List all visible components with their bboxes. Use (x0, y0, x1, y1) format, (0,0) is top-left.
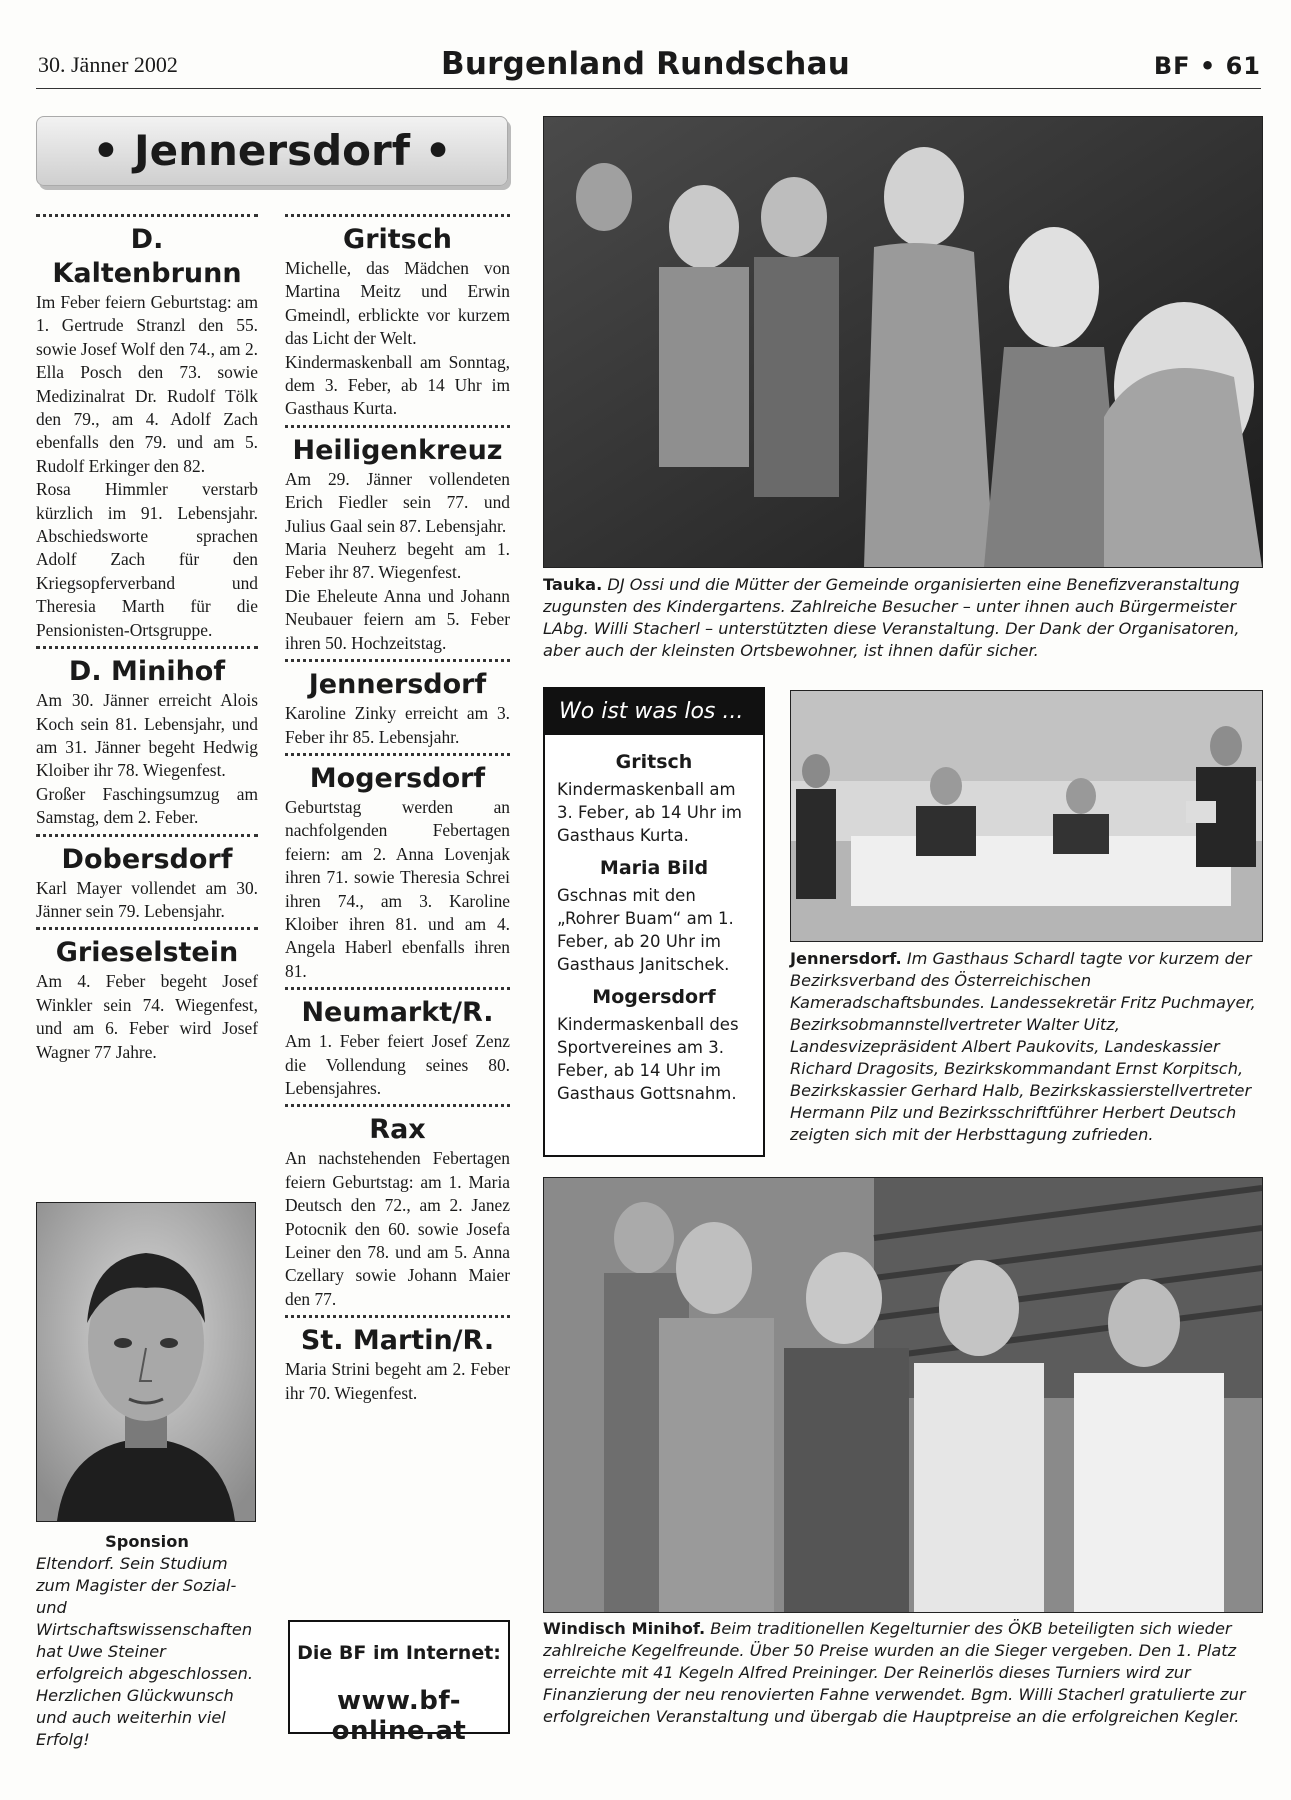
dotted-separator (36, 646, 258, 649)
section-text: Maria Strini begeht am 2. Feber ihr 70. Wiegenfest. (285, 1359, 510, 1403)
section-title: Heiligenkreuz (292, 434, 503, 466)
section-text: Im Feber feiern Geburtstag: am 1. Gertrude Stranzl den 55. sowie Josef Wolf den 74., am 2. Ella Posch den 73. sowie Medizinalrat Dr. Rudolf Tölk den 79., am 4. Adolf Zach ebenfalls den 79. und am 5. Rudolf Erkinger den 82. (36, 292, 258, 476)
internet-box (288, 1620, 510, 1746)
region-banner: • Jennersdorf • (36, 116, 508, 186)
section-title: Rax (369, 1114, 426, 1146)
caption-text: Beim traditionellen Kegelturnier des ÖKB beteiligten sich wieder zahlreiche Kegelfreunde. Über 50 Preise wurden an die Sieger vergeben. Den 1. Platz erreichte mit 41 Kegeln Alfred Preininger. Der Reinerlös dieses Turniers wird zur Finanzierung der neu renovierten Fahne verwendet. Bgm. Willi Stacherl gratulierte zur erfolgreichen Veranstaltung und übergab die Hauptpreise an die erfolgreichen Kegler. (543, 1619, 1246, 1726)
section-text: Maria Neuherz begeht am 1. Feber ihr 87. Wiegenfest. (285, 539, 510, 583)
tauka-photo (543, 116, 1263, 568)
portrait-illustration (37, 1203, 255, 1521)
section-text: Am 1. Feber feiert Josef Zenz die Vollendung seines 80. Lebensjahres. (285, 1031, 510, 1098)
newspaper-title: Burgenland Rundschau (441, 46, 850, 82)
event-place: Gritsch (615, 751, 693, 773)
section-title: Neumarkt/R. (301, 997, 494, 1029)
meeting-caption (790, 948, 1261, 1146)
page-number: BF • 61 (1153, 52, 1261, 80)
dotted-separator (36, 834, 258, 837)
section-text: Großer Faschingsumzug am Samstag, dem 2. Feber. (36, 783, 258, 828)
events-box (543, 687, 765, 1157)
dotted-separator (285, 425, 510, 428)
dotted-separator (36, 927, 258, 930)
event-place: Maria Bild (599, 857, 709, 879)
section-text: Rosa Himmler verstarb kürzlich im 91. Lebensjahr. Abschiedsworte sprachen Adolf Zach für den Kriegsopferverband und Theresia Marth für die Pensionisten-Ortsgruppe. (36, 479, 258, 640)
event-place: Mogersdorf (592, 986, 716, 1008)
dotted-separator (285, 753, 510, 756)
column-middle (285, 210, 510, 1405)
dotted-separator (285, 659, 510, 662)
dotted-separator (285, 214, 510, 217)
section-text: Michelle, das Mädchen von Martina Meitz und Erwin Gmeindl, erblickte vor kurzem das Licht der Welt. (285, 258, 510, 349)
event-text: Kindermaskenball am 3. Feber, ab 14 Uhr im Gasthaus Kurta. (557, 780, 742, 845)
sponsion-text: Eltendorf. Sein Studium zum Magister der Sozial- und Wirtschaftswissenschaften hat Uwe Steiner erfolgreich abgeschlossen. Herzlichen Glückwunsch und auch weiterhin viel Erfolg! (36, 1554, 254, 1749)
column-left (36, 210, 258, 1064)
section-text: Die Eheleute Anna und Johann Neubauer feiern am 5. Feber ihren 50. Hochzeitstag. (285, 585, 510, 653)
caption-lead: Jennersdorf. (790, 949, 902, 968)
section-text: Am 4. Feber begeht Josef Winkler sein 74. Wiegenfest, und am 6. Feber wird Josef Wagner 77 Jahre. (36, 971, 258, 1062)
caption-lead: Tauka. (543, 575, 603, 594)
section-text: Karoline Zinky erreicht am 3. Feber ihr 85. Lebensjahr. (285, 703, 510, 747)
sponsion-caption (36, 1531, 258, 1751)
dotted-separator (36, 214, 258, 217)
group-photo (543, 1177, 1263, 1613)
event-text: Gschnas mit den „Rohrer Buam“ am 1. Feber, ab 20 Uhr im Gasthaus Janitschek. (557, 886, 734, 974)
tauka-caption (543, 574, 1261, 662)
events-list (545, 735, 763, 1105)
internet-title: Die BF im Internet: (297, 1642, 501, 1664)
section-text: Am 30. Jänner erreicht Alois Koch sein 81. Lebensjahr, und am 31. Jänner begeht Hedwig Kloiber ihr 78. Wiegenfest. (36, 690, 258, 781)
event-text: Kindermaskenball des Sportvereines am 3. Feber, ab 14 Uhr im Gasthaus Gottsnahm. (557, 1015, 739, 1103)
portrait-photo (36, 1202, 256, 1522)
caption-text: DJ Ossi und die Mütter der Gemeinde organisierten eine Benefizveranstaltung zugunsten des Kindergartens. Zahlreiche Besucher – unter ihnen auch Bürgermeister LAbg. Willi Stacherl – unterstützten diese Veranstaltung. Der Dank der Organisatoren, aber auch der kleinsten Ortsbewohner, ist ihnen dafür sicher. (543, 575, 1240, 660)
events-box-title: Wo ist was los ... (545, 689, 763, 735)
caption-text: Im Gasthaus Schardl tagte vor kurzem der Bezirksverband des Österreichischen Kameradschaftsbundes. Landessekretär Fritz Puchmayer, Bezirksobmannstellvertreter Walter Uitz, Landesvizepräsident Albert Paukovits, Landeskassier Richard Dragosits, Bezirkskommandant Ernst Korpitsch, Bezirkskassier Gerhard Halb, Bezirkskassierstellvertreter Hermann Pilz und Bezirksschriftführer Herbert Deutsch zeigten sich mit der Herbsttagung zufrieden. (790, 949, 1256, 1144)
dancing-children-illustration (544, 117, 1262, 567)
section-title: St. Martin/R. (300, 1325, 495, 1357)
meeting-photo (790, 690, 1263, 942)
section-title: Dobersdorf (61, 843, 233, 875)
section-text: Kindermaskenball am Sonntag, dem 3. Feber, ab 14 Uhr im Gasthaus Kurta. (285, 351, 510, 419)
section-text: An nachstehenden Febertagen feiern Geburtstag: am 1. Maria Deutsch den 72., am 2. Janez Potocnik den 60. sowie Josefa Leiner den 78. und am 5. Anna Czellary sowie Johann Maier den 77. (285, 1148, 510, 1309)
section-title: Gritsch (343, 224, 452, 255)
section-title: D. Minihof (68, 656, 226, 688)
section-title: Grieselstein (55, 937, 239, 969)
dotted-separator (285, 1315, 510, 1318)
section-text: Geburtstag werden an nachfolgenden Febertagen feiern: am 2. Anna Lovenjak ihren 71. sowie Theresia Schrei ihren 74., am 3. Karoline Kloiber ihren 81. und am 4. Angela Haberl ebenfalls ihren 81. (285, 796, 510, 981)
dotted-separator (285, 987, 510, 990)
sponsion-title: Sponsion (105, 1532, 189, 1551)
group-caption (543, 1618, 1261, 1728)
section-text: Karl Mayer vollendet am 30. Jänner sein 79. Lebensjahr. (36, 877, 258, 921)
group-illustration (544, 1178, 1262, 1612)
dotted-separator (285, 1104, 510, 1107)
website-link[interactable]: www.bf-online.at (331, 1686, 467, 1746)
issue-date: 30. Jänner 2002 (38, 52, 178, 77)
header-rule (36, 88, 1261, 89)
section-text: Am 29. Jänner vollendeten Erich Fiedler sein 77. und Julius Gaal sein 87. Lebensjahr. (285, 468, 510, 536)
section-title: Mogersdorf (309, 762, 486, 794)
section-title: Jennersdorf (308, 669, 487, 701)
section-title: D. Kaltenbrunn (52, 224, 242, 289)
meeting-illustration (791, 691, 1262, 941)
caption-lead: Windisch Minihof. (543, 1619, 706, 1638)
